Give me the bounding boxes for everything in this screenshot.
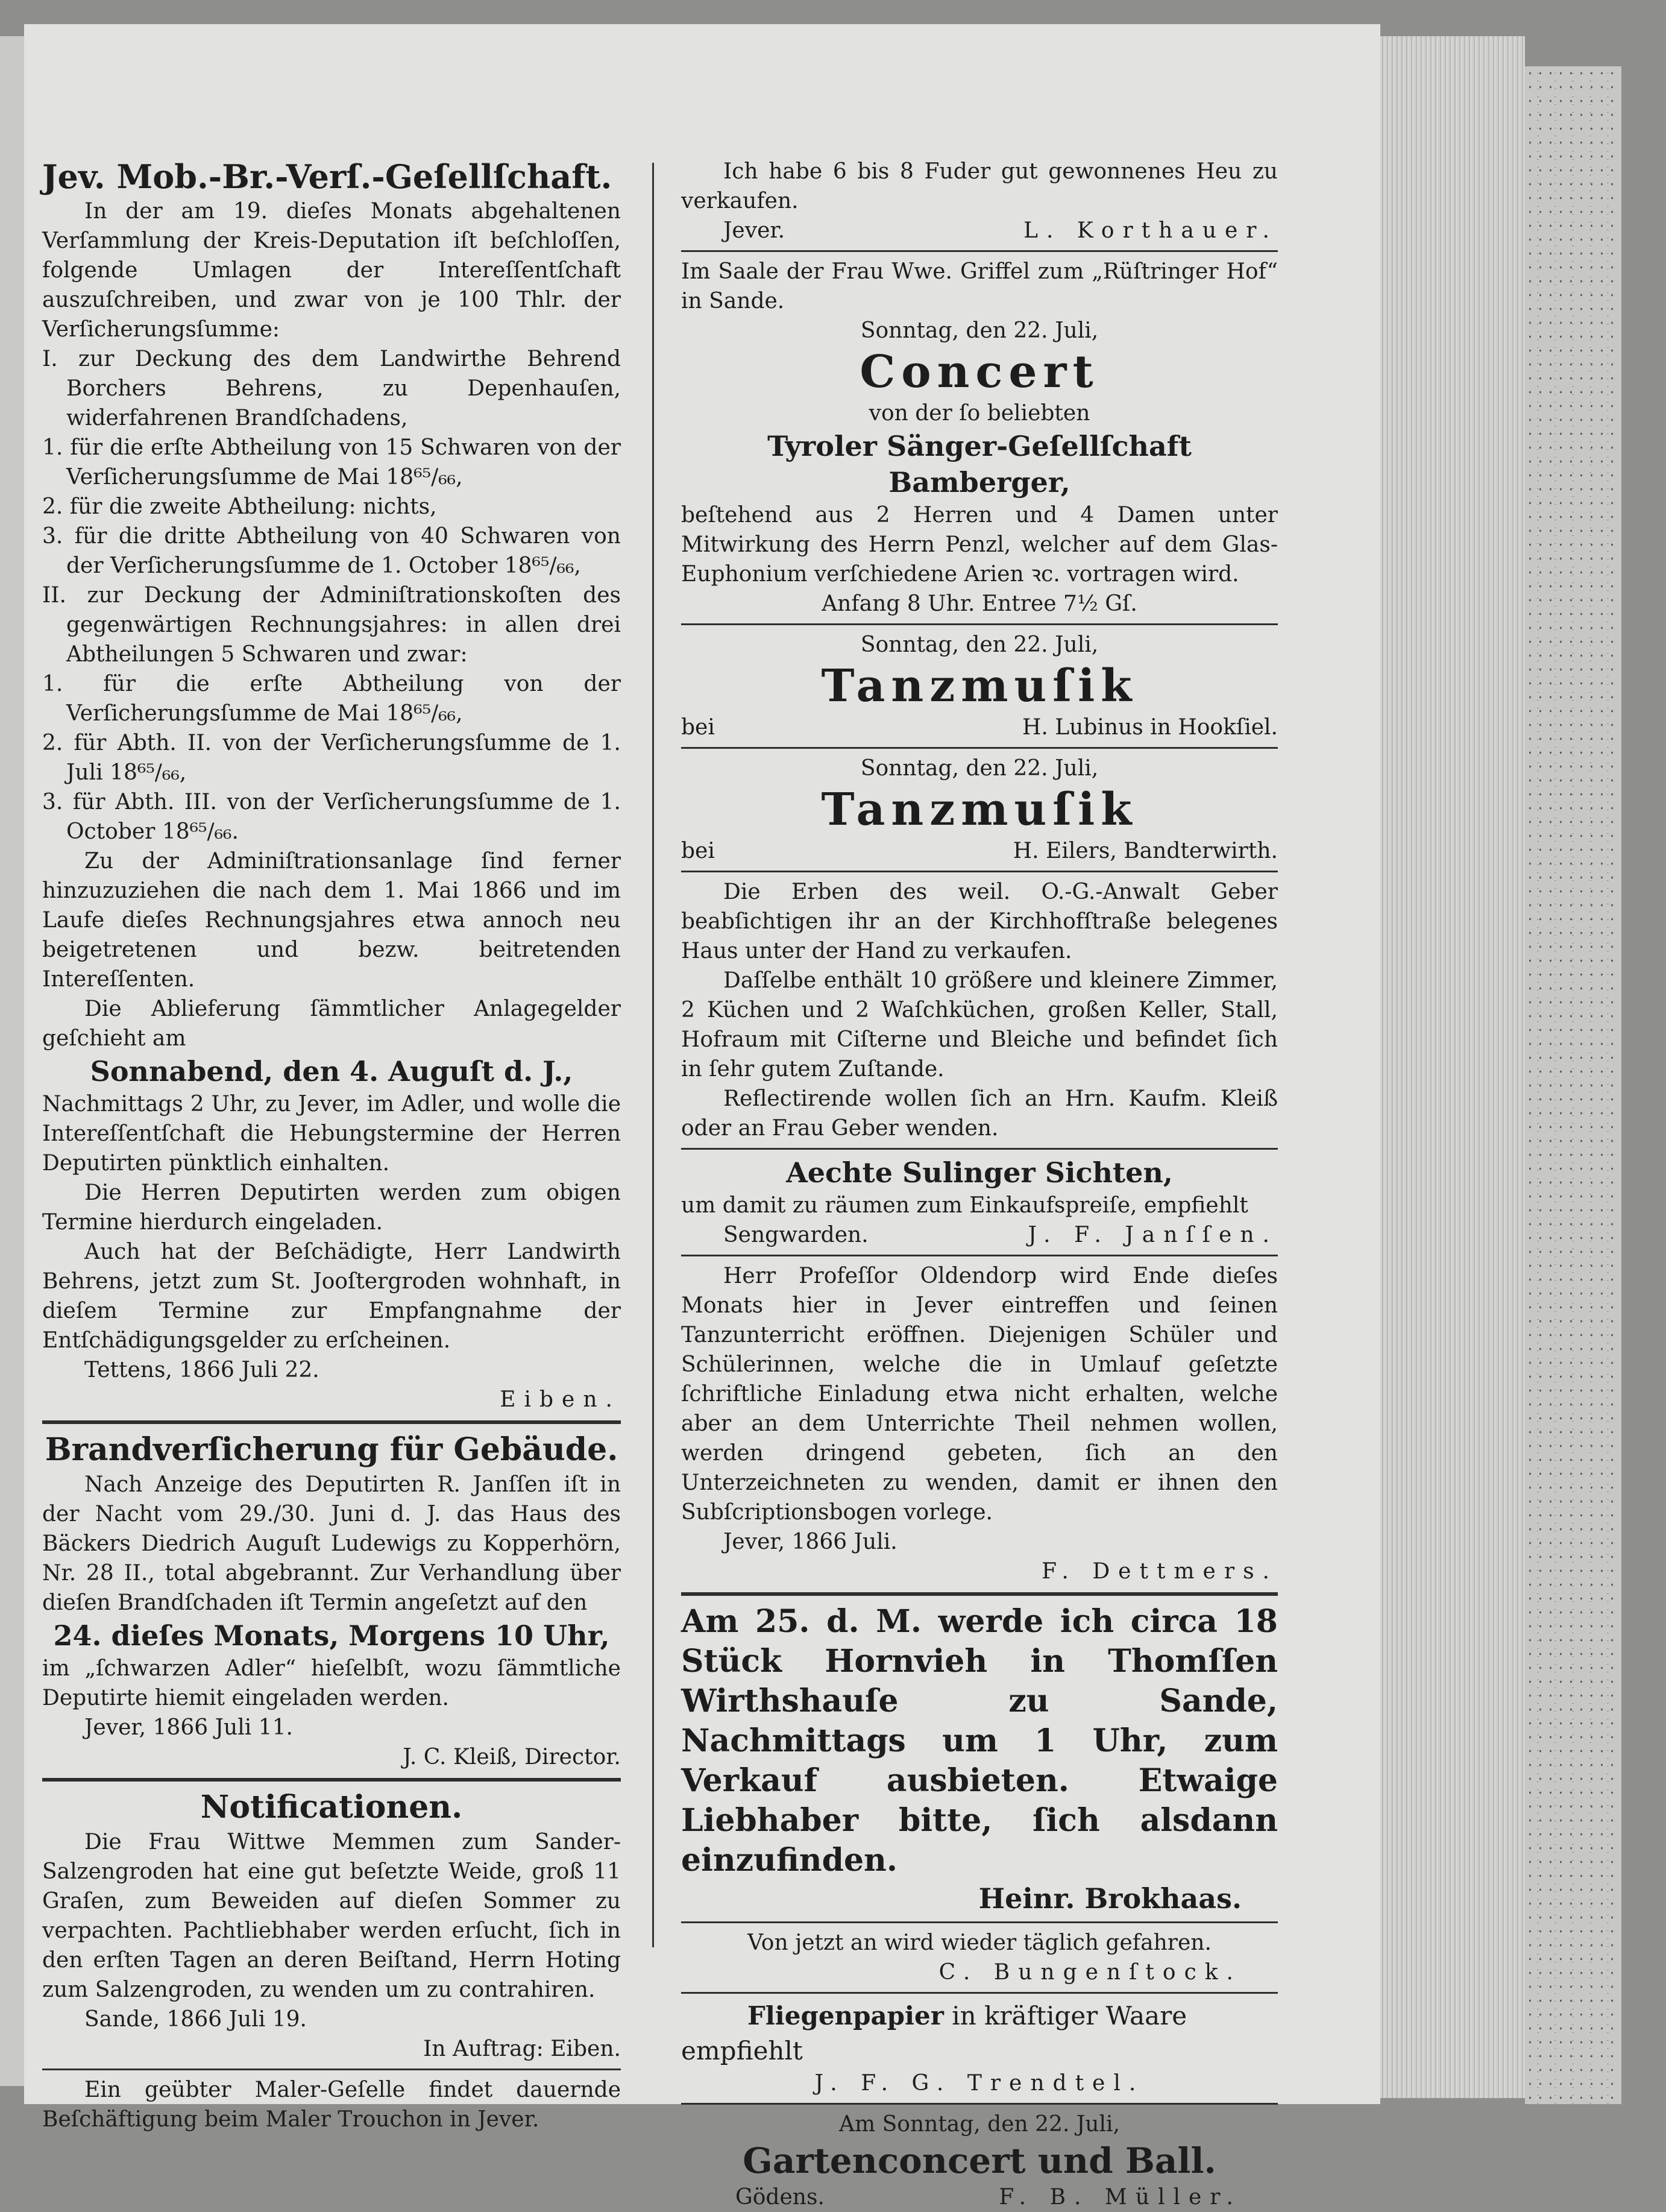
place-date: Jever, 1866 Juli 11. <box>84 1715 293 1740</box>
fire-insurance-date: 24. dieſes Monats, Morgens 10 Uhr, <box>53 1619 610 1652</box>
insurance-society-heading: Jev. Mob.-Br.-Verſ.-Geſellſchaft. <box>42 157 612 196</box>
admin-paragraph: Zu der Adminiſtrationsanlage ſind ferner hinzuzuziehen die nach dem 1. Mai 1866 und im Laufe dieſes Rechnungsjahres etwa annoch neu beigetretenen und bezw. beitretenden Intereſſenten. <box>42 849 621 992</box>
section-rule <box>681 871 1278 872</box>
section-ii: II. zur Deckung der Adminiſtrationskoſten des gegenwärtigen Rechnungsjahres: in allen drei Abtheilungen 5 Schwaren und zwar: <box>42 583 621 667</box>
concert-troupe: Tyroler Sänger-Geſellſchaft Bamberger, <box>767 430 1192 499</box>
flypaper-heading: Fliegenpapier <box>747 2001 944 2031</box>
house-sale-p3: Reflectirende wollen ſich an Hrn. Kaufm. Kleiß oder an Frau Geber wenden. <box>681 1086 1278 1141</box>
deputies-invitation: Die Herren Deputirten werden zum obigen Termine hierdurch eingeladen. <box>42 1180 621 1235</box>
section-rule <box>681 1148 1278 1150</box>
signature: F. B. Müller. <box>999 2185 1242 2210</box>
book-page-edges <box>1380 36 1525 2098</box>
fire-insurance-body: Nach Anzeige des Deputirten R. Janſſen iſt in der Nacht vom 29./30. Juni d. J. das Haus des Bäckers Diedrich Auguſt Ludewigs zu Kopperhörn, Nr. 28 II., total abgebrannt. Zur Verhandlung über dieſen Brandſchaden iſt Termin angeſetzt auf den <box>42 1472 621 1615</box>
dance-lessons-body: Herr Profeſſor Oldendorp wird Ende dieſes Monats hier in Jever eintreffen und ſeinen Tanzunterricht eröffnen. Diejenigen Schüler und Schülerinnen, welche die in Umlauf geſetzte ſchriftliche Einladung etwa nicht erhalten, welche aber an dem Unterrichte Theil nehmen wollen, werden dringend gebeten, ſich an den Unterzeichneten zu wenden, damit er ihnen den Subſcriptionsbogen vorlege. <box>681 1264 1278 1525</box>
left-column <box>42 157 621 2134</box>
section-ii-item-1: 1. für die erſte Abtheilung von der Verſicherungsſumme de Mai 18⁶⁵/₆₆, <box>42 672 621 726</box>
right-column <box>681 157 1278 2212</box>
fire-insurance-body-2: im „ſchwarzen Adler“ hieſelbſt, wozu ſämmtliche Deputirte hiemit eingeladen werden. <box>42 1656 621 1710</box>
notifications-heading: Notificationen. <box>200 1789 463 1826</box>
signature: Eiben. <box>500 1387 621 1412</box>
section-i: I. zur Deckung des dem Landwirthe Behrend Borchers Behrens, zu Depenhauſen, widerfahrenen Brandſchadens, <box>42 347 621 430</box>
signature: H. Lubinus in Hookſiel. <box>1022 715 1278 740</box>
place: Jever. <box>723 218 785 243</box>
section-i-item-1: 1. für die erſte Abtheilung von 15 Schwaren von der Verſicherungsſumme de Mai 18⁶⁵/₆₆, <box>42 435 621 490</box>
flypaper-line <box>681 1999 1278 2034</box>
concert-body: beſtehend aus 2 Herren und 4 Damen unter Mitwirkung des Herrn Penzl, welcher auf dem Glas-Euphonium verſchiedene Arien ꝛc. vortragen wird. <box>681 503 1278 587</box>
signature-row <box>681 1220 1278 1250</box>
concert-by: von der ſo beliebten <box>869 401 1090 426</box>
cattle-auction-body: Am 25. d. M. werde ich circa 18 Stück Hornvieh in Thomſſen Wirthshauſe zu Sande, Nachmittags um 1 Uhr, zum Verkauf ausbieten. Etwaige Liebhaber bitte, ſich alsdann einzufinden. <box>681 1603 1278 1879</box>
sichten-heading: Aechte Sulinger Sichten, <box>786 1156 1173 1189</box>
dance-heading: Tanzmuſik <box>821 784 1138 836</box>
place: Gödens. <box>735 2185 825 2210</box>
garden-concert-heading: Gartenconcert und Ball. <box>743 2140 1216 2181</box>
section-rule <box>681 2103 1278 2105</box>
signature-row <box>681 713 1278 742</box>
concert-venue: Im Saale der Frau Wwe. Griffel zum „Rüſtringer Hof“ in Sande. <box>681 259 1278 314</box>
signature: H. Eilers, Bandterwirth. <box>1013 839 1278 863</box>
section-i-item-2: 2. für die zweite Abtheilung: nichts, <box>42 494 437 519</box>
dance-date: Sonntag, den 22. Juli, <box>860 632 1099 657</box>
signature: In Auftrag: Eiben. <box>423 2037 621 2061</box>
section-rule <box>681 623 1278 625</box>
concert-date: Sonntag, den 22. Juli, <box>860 318 1099 343</box>
previous-page-edge <box>0 36 26 2086</box>
signature: Heinr. Brokhaas. <box>978 1882 1242 1915</box>
coach-notice: Von jetzt an wird wieder täglich gefahren. <box>747 1930 1212 1955</box>
section-rule <box>681 1992 1278 1994</box>
bei-label: bei <box>681 715 715 740</box>
section-rule <box>681 1921 1278 1923</box>
dance-heading: Tanzmuſik <box>821 660 1138 712</box>
section-ii-item-3: 3. für Abth. III. von der Verſicherungsſumme de 1. October 18⁶⁵/₆₆. <box>42 790 621 844</box>
section-rule <box>681 1592 1278 1596</box>
notification-body: Die Frau Wittwe Memmen zum Sander-Salzengroden hat eine gut beſetzte Weide, groß 11 Graſen, zum Beweiden auf dieſen Sommer zu verpachten. Pachtliebhaber werden erſucht, ſich in den erſten Tagen an deren Beiſtand, Herrn Hoting zum Salzengroden, zu wenden um zu contrahiren. <box>42 1830 621 2002</box>
garden-concert-date: Am Sonntag, den 22. Juli, <box>839 2112 1120 2137</box>
section-rule <box>681 747 1278 749</box>
painter-notice: Ein geübter Maler-Geſelle findet dauernde Beſchäftigung beim Maler Trouchon in Jever. <box>42 2078 621 2132</box>
house-sale-p2: Daſſelbe enthält 10 größere und kleinere Zimmer, 2 Küchen und 2 Waſchküchen, großen Keller, Stall, Hofraum mit Ciſterne und Bleiche und befindet ſich in ſehr gutem Zuſtande. <box>681 968 1278 1082</box>
delivery-paragraph: Die Ablieferung ſämmtlicher Anlagegelder geſchieht am <box>42 997 621 1051</box>
delivery-date: Sonnabend, den 4. Auguſt d. J., <box>90 1055 573 1088</box>
signature: L. Korthauer. <box>1023 218 1278 243</box>
signature: J. C. Kleiß, Director. <box>403 1745 621 1769</box>
hay-notice: Ich habe 6 bis 8 Fuder gut gewonnenes Heu zu verkaufen. <box>681 159 1278 213</box>
concert-heading: Concert <box>860 346 1099 398</box>
section-rule <box>42 1778 621 1782</box>
signature-row <box>681 216 1278 245</box>
delivery-details: Nachmittags 2 Uhr, zu Jever, im Adler, und wolle die Intereſſentſchaft die Hebungstermine der Herren Deputirten pünktlich einhalten. <box>42 1092 621 1176</box>
place-date: Tettens, 1866 Juli 22. <box>84 1358 319 1382</box>
sichten-body: um damit zu räumen zum Einkaufspreiſe, empfiehlt <box>681 1193 1248 1218</box>
section-ii-item-2: 2. für Abth. II. von der Verſicherungsſumme de 1. Juli 18⁶⁵/₆₆, <box>42 731 621 785</box>
damaged-party-paragraph: Auch hat der Beſchädigte, Herr Landwirth Behrens, jetzt zum St. Jooſtergroden wohnhaft, in dieſem Termine zur Empfangnahme der Entſchädigungsgelder zu erſcheinen. <box>42 1240 621 1353</box>
signature: C. Bungenſtock. <box>938 1960 1242 1985</box>
insurance-intro: In der am 19. dieſes Monats abgehaltenen Verſammlung der Kreis-Deputation iſt beſchloſſen, folgende Umlagen der Intereſſentſchaft auszuſchreiben, und zwar von je 100 Thlr. der Verſicherungsſumme: <box>42 199 621 342</box>
signature: F. Dettmers. <box>1042 1559 1278 1584</box>
column-divider <box>652 163 654 1947</box>
place-date: Jever, 1866 Juli. <box>723 1530 897 1554</box>
section-rule <box>42 1420 621 1424</box>
signature: J. F. G. Trendtel. <box>814 2071 1145 2096</box>
signature-row <box>681 2182 1278 2212</box>
section-i-item-3: 3. für die dritte Abtheilung von 40 Schwaren von der Verſicherungsſumme de 1. October 18⁶⁵/₆₆, <box>42 524 621 578</box>
section-rule <box>681 1255 1278 1256</box>
section-rule <box>42 2069 621 2070</box>
fire-insurance-heading: Brandverſicherung für Gebäude. <box>45 1431 618 1468</box>
section-rule <box>681 250 1278 252</box>
flypaper-body: empfiehlt <box>681 2036 803 2065</box>
bei-label: bei <box>681 839 715 863</box>
concert-start: Anfang 8 Uhr. Entree 7½ Gſ. <box>822 591 1137 616</box>
house-sale-p1: Die Erben des weil. O.-G.-Anwalt Geber beabſichtigen ihr an der Kirchhofſtraße belegenes Haus unter der Hand zu verkaufen. <box>681 880 1278 963</box>
place: Sengwarden. <box>723 1223 869 1247</box>
signature: J. F. Janſſen. <box>1028 1223 1278 1247</box>
flypaper-rest: in kräftiger Waare <box>952 2001 1187 2031</box>
signature-row <box>681 836 1278 866</box>
speckled-book-cover <box>1525 66 1621 2104</box>
dance-date: Sonntag, den 22. Juli, <box>860 756 1099 781</box>
place-date: Sande, 1866 Juli 19. <box>84 2007 307 2032</box>
